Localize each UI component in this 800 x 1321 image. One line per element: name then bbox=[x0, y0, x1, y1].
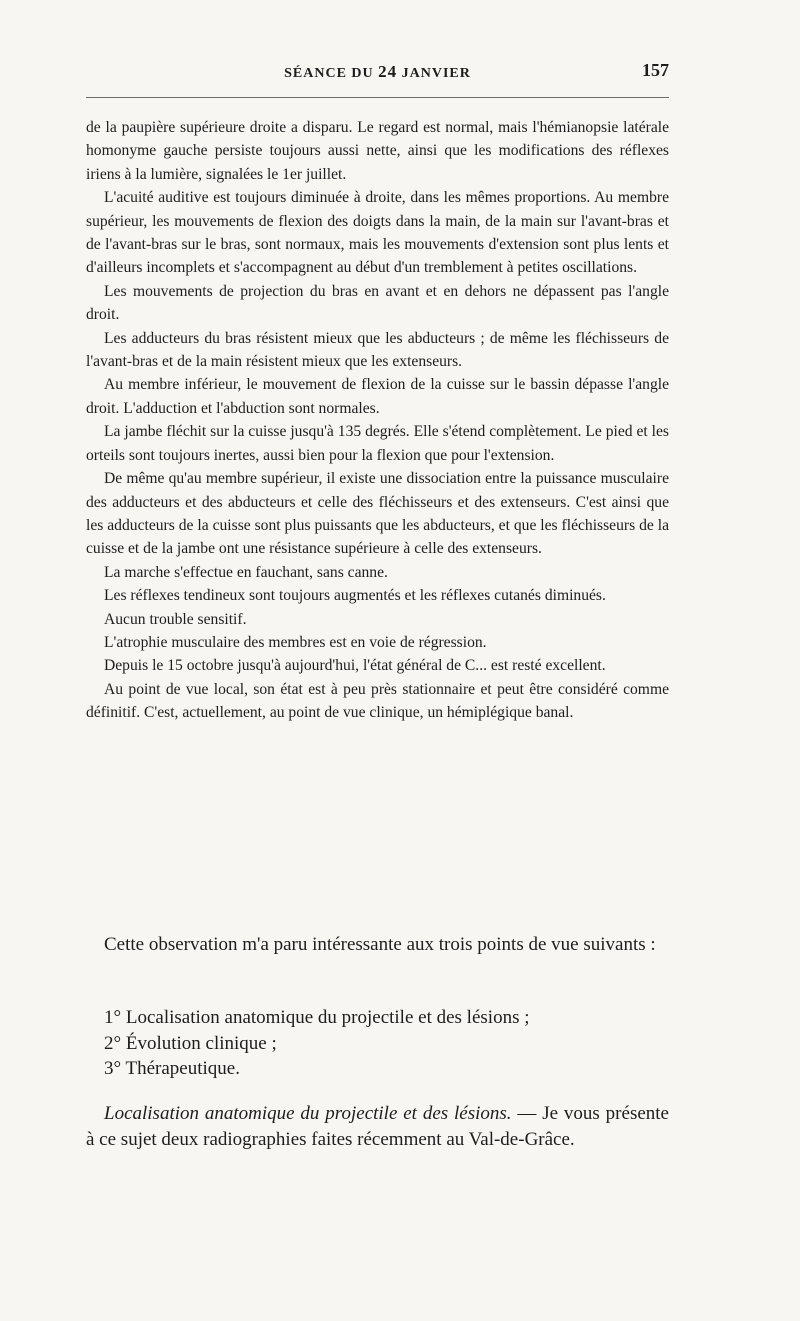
paragraph: de la paupière supérieure droite a disparu. Le regard est normal, mais l'hémianopsie latérale homonyme gauche persiste toujours aussi nette, ainsi que les modifications des réflexes iriens à la lumière, signalées le 1er juillet. bbox=[86, 119, 669, 183]
paragraph: La jambe fléchit sur la cuisse jusqu'à 135 degrés. Elle s'étend complètement. Le pied et les orteils sont toujours inertes, aussi bien pour la flexion que pour l'extension. bbox=[86, 423, 669, 464]
list-item: 3° Thérapeutique. bbox=[104, 1058, 240, 1079]
paragraph: Les adducteurs du bras résistent mieux que les abducteurs ; de même les fléchisseurs de l'avant-bras et de la main résistent mieux que les extenseurs. bbox=[86, 329, 669, 371]
running-title-prefix: SÉANCE DU bbox=[284, 66, 374, 81]
points-list bbox=[86, 1005, 669, 1082]
running-title-month: JANVIER bbox=[401, 66, 471, 81]
running-title-day: 24 bbox=[378, 62, 398, 81]
list-item: 2° Évolution clinique ; bbox=[104, 1032, 277, 1054]
list-item: 1° Localisation anatomique du projectile et des lésions ; bbox=[104, 1007, 530, 1028]
case-report-text bbox=[86, 116, 669, 725]
paragraph: Les mouvements de projection du bras en avant et en dehors ne dépassent pas l'angle droit. bbox=[86, 282, 669, 324]
section-heading: Localisation anatomique du projectile et des lésions. bbox=[104, 1103, 512, 1124]
paragraph: L'acuité auditive est toujours diminuée à droite, dans les mêmes proportions. Au membre supérieur, les mouvements de flexion des doigts dans la main, de la main sur l'avant-bras et de l'avant-bras sur le bras, sont normaux, mais les mouvements d'extension sont plus lents et d'ailleurs incomplets et s'accompagnent au début d'un tremblement à petites oscillations. bbox=[86, 189, 669, 277]
paragraph: Au point de vue local, son état est à peu près stationnaire et peut être considéré comme définitif. C'est, actuellement, au point de vue clinique, un hémiplégique banal. bbox=[86, 680, 669, 722]
discussion-intro bbox=[86, 932, 669, 958]
paragraph: Au membre inférieur, le mouvement de flexion de la cuisse sur le bassin dépasse l'angle droit. L'adduction et l'abduction sont normales. bbox=[86, 376, 669, 417]
closing-paragraph bbox=[86, 1101, 669, 1152]
running-title bbox=[86, 62, 669, 82]
paragraph: La marche s'effectue en fauchant, sans canne. bbox=[104, 563, 388, 581]
section-text: — Je vous présente à ce sujet deux radiographies faites récemment au Val-de-Grâce. bbox=[86, 1103, 669, 1150]
paragraph: Depuis le 15 octobre jusqu'à aujourd'hui, l'état général de C... est resté excellent. bbox=[104, 657, 606, 675]
intro-paragraph: Cette observation m'a paru intéressante aux trois points de vue suivants : bbox=[104, 934, 656, 955]
paragraph: Aucun trouble sensitif. bbox=[104, 610, 247, 628]
running-head bbox=[86, 62, 669, 86]
paragraph: De même qu'au membre supérieur, il existe une dissociation entre la puissance musculaire des adducteurs et des abducteurs et celle des fléchisseurs et des extenseurs. C'est ainsi que les adducteurs de la cuisse sont plus puissants que les abducteurs, et que les fléchisseurs de la cuisse et de la jambe ont une résistance supérieure à celle des extenseurs. bbox=[86, 470, 669, 558]
page-number: 157 bbox=[642, 60, 669, 80]
section-localisation bbox=[86, 1101, 669, 1152]
header-rule bbox=[86, 97, 669, 98]
paragraph: Les réflexes tendineux sont toujours augmentés et les réflexes cutanés diminués. bbox=[104, 587, 606, 605]
paragraph: L'atrophie musculaire des membres est en voie de régression. bbox=[104, 633, 487, 651]
